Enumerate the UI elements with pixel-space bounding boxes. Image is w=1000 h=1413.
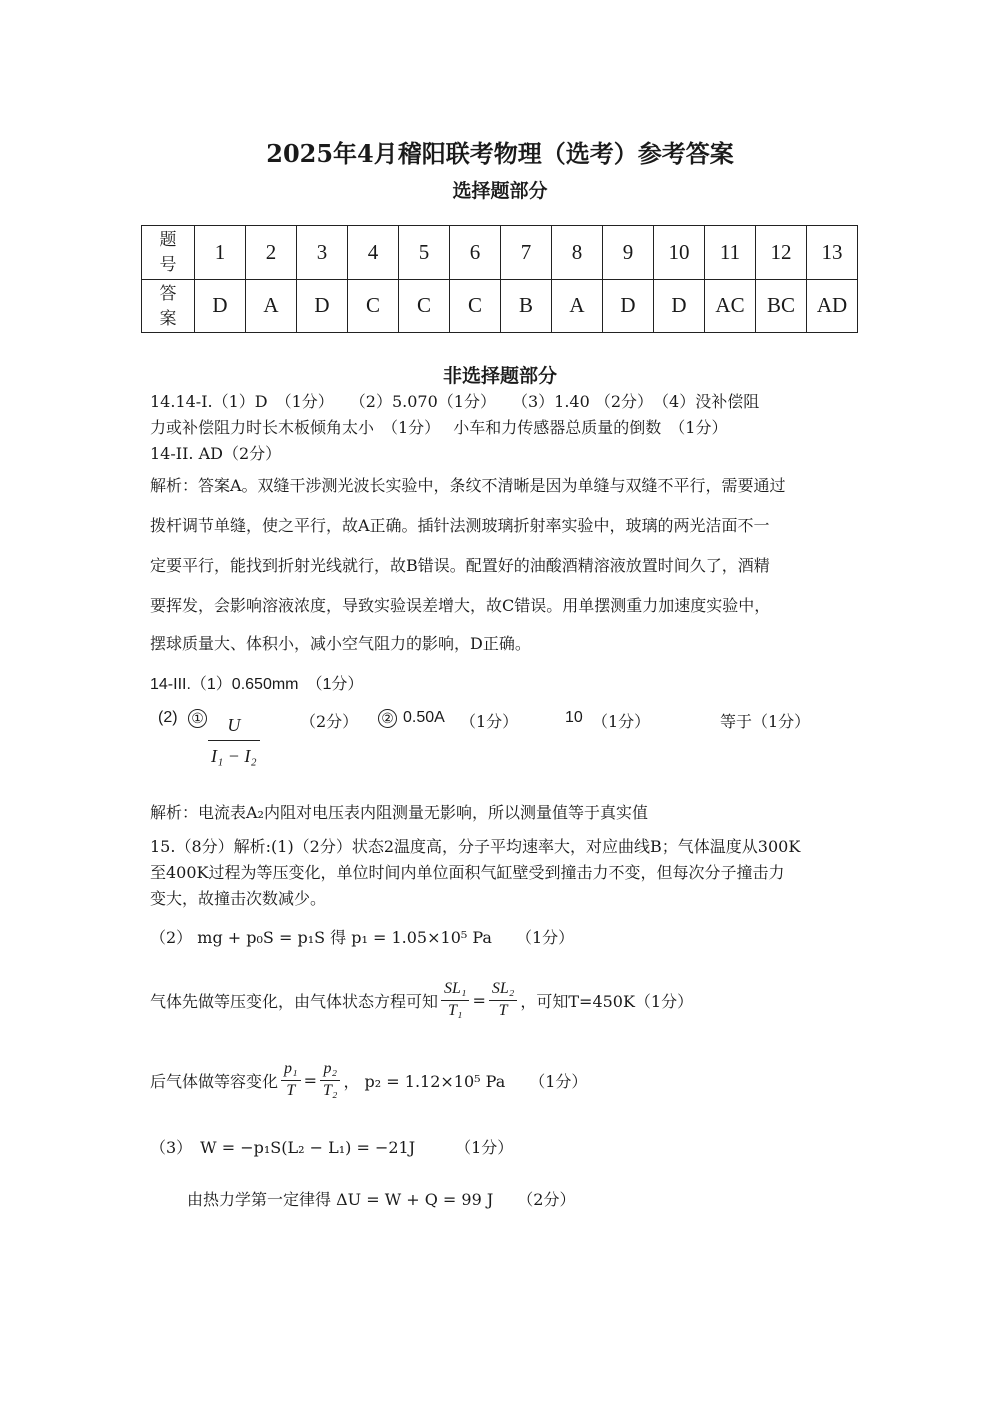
table-cell: BC: [756, 279, 807, 333]
q14-analysis-line: 解析：答案A。双缝干涉测光波长实验中，条纹不清晰是因为单缝与双缝不平行，需要通过: [150, 476, 786, 495]
section-nonchoice-heading: 非选择题部分: [442, 365, 557, 387]
q15-eq2-pre: 气体先做等压变化，由气体状态方程可知: [150, 991, 439, 1011]
table-header-answer: 答案: [142, 279, 195, 333]
q15-para-line: 变大，故撞击次数减少。: [150, 889, 327, 908]
table-cell: D: [603, 279, 654, 333]
q14-ii: 14-II. AD（2分）: [150, 444, 282, 463]
table-cell: D: [297, 279, 348, 333]
table-cell: 3: [297, 226, 348, 280]
q15-para-line: 15.（8分）解析:(1)（2分）状态2温度高，分子平均速率大，对应曲线B；气体温度从300K: [150, 837, 801, 856]
table-cell: AD: [807, 279, 858, 333]
circled-number-1: ①: [188, 708, 207, 728]
table-cell: D: [654, 279, 705, 333]
table-cell: A: [246, 279, 297, 333]
table-cell: 6: [450, 226, 501, 280]
q15-eq2: [150, 970, 693, 1030]
table-cell: C: [399, 279, 450, 333]
answer-table: [141, 225, 858, 333]
table-cell: 12: [756, 226, 807, 280]
section-choice-heading: 选择题部分: [452, 180, 548, 202]
table-cell: C: [450, 279, 501, 333]
circled-number-2: ②: [378, 708, 397, 728]
q14-line2: 力或补偿阻力时长木板倾角太小 （1分） 小车和力传感器总质量的倒数 （1分）: [150, 418, 728, 437]
q14-iii2-prefix: (2): [158, 709, 178, 726]
page-title: 2025年4月稽阳联考物理（选考）参考答案: [266, 139, 734, 168]
table-cell: D: [195, 279, 246, 333]
equals-sign: =: [472, 990, 486, 1010]
q14-line1: 14.14-I.（1）D （1分） （2）5.070（1分） （3）1.40 （2分） （4）没补偿阻: [150, 392, 760, 411]
q15-eq5: 由热力学第一定律得 ΔU = W + Q = 99 J （2分）: [187, 1190, 576, 1209]
table-cell: 8: [552, 226, 603, 280]
q14-iii2-score3: （1分）: [592, 712, 651, 731]
q14-iii2-val2: 0.50A: [403, 709, 445, 726]
fraction-p1-t: $\frac{\text{p₁}}{T}$: [281, 1059, 301, 1102]
q14-analysis-line: 摆球质量大、体积小，减小空气阻力的影响，D正确。: [150, 634, 531, 653]
equals-sign: =: [303, 1070, 317, 1090]
q15-eq4: （3） W = −p₁S(L₂ − L₁) = −21J （1分）: [150, 1138, 514, 1157]
table-row-answers: [142, 279, 858, 333]
q15-eq3-pre: 后气体做等容变化: [150, 1071, 279, 1091]
q14-iii-analysis: 解析：电流表A₂内阻对电压表内阻测量无影响，所以测量值等于真实值: [150, 803, 648, 822]
q14-iii2-val4: 等于（1分）: [720, 712, 811, 731]
table-cell: 13: [807, 226, 858, 280]
table-row-numbers: [142, 226, 858, 280]
q14-iii2-score1: （2分）: [300, 712, 359, 731]
table-cell: 5: [399, 226, 450, 280]
q14-iii2-val3: 10: [565, 709, 583, 726]
table-cell: 1: [195, 226, 246, 280]
q14-analysis-line: 定要平行，能找到折射光线就行，故B错误。配置好的油酸酒精溶液放置时间久了，酒精: [150, 556, 770, 575]
table-cell: AC: [705, 279, 756, 333]
q14-analysis-line: 拨杆调节单缝，使之平行，故A正确。插针法测玻璃折射率实验中，玻璃的两光洁面不一: [150, 516, 770, 535]
fraction-sl1-t1: $\frac{\text{SL₁}}{\text{T₁}}$: [441, 979, 469, 1022]
table-cell: 9: [603, 226, 654, 280]
fraction-sl2-t: $\frac{\text{SL₂}}{T}$: [489, 979, 517, 1022]
q14-analysis-line: 要挥发，会影响溶液浓度，导致实验误差增大，故C错误。用单摆测重力加速度实验中，: [150, 596, 771, 615]
table-cell: B: [501, 279, 552, 333]
table-cell: A: [552, 279, 603, 333]
q15-eq2-post: ，可知T=450K（1分）: [520, 991, 694, 1011]
q15-eq3: [150, 1050, 587, 1110]
table-cell: 10: [654, 226, 705, 280]
table-header-number: 题号: [142, 226, 195, 280]
table-cell: 11: [705, 226, 756, 280]
q14-iii: 14-III.（1）0.650mm （1分）: [150, 676, 364, 693]
table-cell: 7: [501, 226, 552, 280]
q15-para-line: 至400K过程为等压变化，单位时间内单位面积气缸壁受到撞击力不变，但每次分子撞击力: [150, 863, 785, 882]
table-cell: 4: [348, 226, 399, 280]
q15-eq3-post: ， p₂ = 1.12×10⁵ Pa （1分）: [343, 1071, 588, 1091]
fraction-p2-t2: $\frac{\text{p₂}}{\text{T₂}}$: [320, 1059, 340, 1102]
table-cell: C: [348, 279, 399, 333]
resistance-fraction: $\frac{U}{\text{I₁ − I₂}}$: [205, 714, 263, 769]
q14-iii2-score2: （1分）: [460, 712, 519, 731]
q15-eq1: （2） mg + p₀S = p₁S 得 p₁ = 1.05×10⁵ Pa （1分）: [150, 928, 575, 947]
table-cell: 2: [246, 226, 297, 280]
